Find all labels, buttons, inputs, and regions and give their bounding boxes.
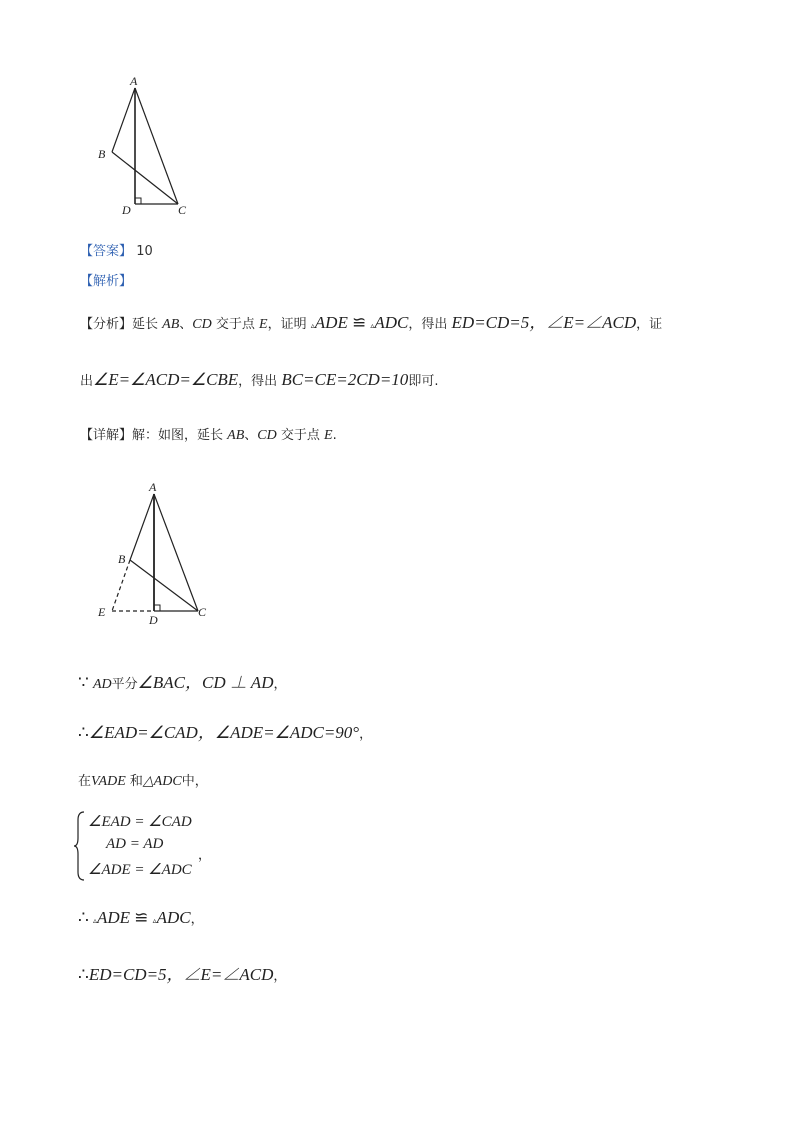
- fenxi-line-1: 【分析】延长 AB、CD 交于点 E，证明 ▵ADE ≌ ▵ADC，得出 ED=CD=5，∠E=∠ACD，证: [80, 313, 663, 332]
- text: 、: [244, 428, 258, 443]
- math-cong: ≌: [134, 908, 149, 927]
- xiangjie-line: [80, 424, 337, 444]
- system-end: ，: [198, 848, 212, 863]
- text: ，: [359, 727, 373, 742]
- extension-be: [112, 560, 130, 611]
- system-row-2: AD = AD: [106, 836, 164, 852]
- bracket-open: 【: [80, 244, 94, 259]
- math-ab: AB: [227, 428, 245, 443]
- step-2: [78, 718, 372, 743]
- text: 和: [129, 774, 143, 789]
- math-ad: AD: [92, 677, 112, 692]
- side-ab: [130, 494, 154, 560]
- text: 交于点: [215, 317, 255, 332]
- triangle-figure-1: [90, 72, 200, 222]
- text: 延长: [132, 317, 159, 332]
- therefore-symbol: ∴: [78, 723, 89, 742]
- label-d: D: [149, 613, 158, 627]
- side-ac: [154, 494, 198, 611]
- step-4: ∴ ▵ADE ≌ ▵ADC，: [78, 908, 204, 927]
- math-tri-adc: △ADC: [142, 774, 182, 789]
- label-a: A: [130, 74, 138, 88]
- analysis-tag: 解析: [93, 274, 120, 289]
- label-b: B: [118, 552, 126, 566]
- text: 交于点: [280, 428, 320, 443]
- therefore-symbol: ∴: [78, 908, 89, 927]
- math-eq: ED=CD=5，∠E=∠ACD: [88, 965, 274, 984]
- text: ，得出: [408, 317, 448, 332]
- text: ，: [273, 677, 287, 692]
- side-ab: [112, 88, 135, 152]
- math-tri-ade: ADE: [96, 908, 131, 927]
- equation-system: [74, 810, 254, 882]
- text: ，: [190, 912, 204, 927]
- text: ，证: [636, 317, 663, 332]
- fenxi-line-2: [80, 370, 438, 390]
- math-e: E: [259, 317, 268, 332]
- math-eq: ED=CD=5，∠E=∠ACD: [451, 313, 637, 332]
- label-c: C: [198, 605, 207, 619]
- text: .: [332, 428, 337, 443]
- text: 在: [78, 774, 92, 789]
- xiangjie-tag: 【详解】: [80, 428, 133, 443]
- answer-value: 10: [136, 244, 153, 259]
- text: 出: [80, 374, 94, 389]
- math-eq: BC=CE=2CD=10: [281, 370, 409, 389]
- because-symbol: ∵: [78, 673, 89, 692]
- text: ，证明: [267, 317, 307, 332]
- text: 解：如图，延长: [132, 428, 224, 443]
- math-eq: ∠E=∠ACD=∠CBE: [93, 370, 239, 389]
- label-d: D: [122, 203, 131, 217]
- step-5: [78, 960, 286, 985]
- step-3: [78, 770, 208, 790]
- text: ，得出: [238, 374, 278, 389]
- analysis-heading: [80, 270, 132, 289]
- left-brace: [74, 810, 86, 882]
- step-1: [78, 668, 287, 693]
- answer-tag: 答案: [93, 244, 120, 259]
- math-eq: ∠EAD=∠CAD，∠ADE=∠ADC=90°: [88, 723, 360, 742]
- text: 、: [179, 317, 193, 332]
- math-cd: CD: [192, 317, 212, 332]
- bracket-close: 】: [119, 244, 133, 259]
- math-tri-ade: VADE: [91, 774, 126, 789]
- system-row-1: ∠EAD = ∠CAD: [88, 814, 192, 830]
- label-e: E: [98, 605, 106, 619]
- bracket-close: 】: [119, 274, 133, 289]
- math-tri-adc: ADC: [156, 908, 191, 927]
- right-angle-mark: [135, 198, 141, 204]
- triangle-figure-2: [92, 478, 222, 628]
- label-a: A: [149, 480, 157, 494]
- text: 中，: [181, 774, 208, 789]
- math-eq: ∠BAC，CD ⊥ AD: [137, 673, 274, 692]
- label-c: C: [178, 203, 187, 217]
- fenxi-tag: 【分析】: [80, 317, 133, 332]
- system-row-3: ∠ADE = ∠ADC: [88, 862, 192, 878]
- text: ，: [273, 969, 287, 984]
- answer-line: [80, 240, 153, 259]
- math-tri-adc: ADC: [374, 313, 409, 332]
- math-ab: AB: [162, 317, 180, 332]
- math-cd: CD: [257, 428, 277, 443]
- text: 即可.: [408, 374, 439, 389]
- math-tri-ade: ADE: [314, 313, 348, 332]
- therefore-symbol: ∴: [78, 965, 89, 984]
- math-e: E: [324, 428, 333, 443]
- bracket-open: 【: [80, 274, 94, 289]
- text: 平分: [111, 677, 138, 692]
- label-b: B: [98, 147, 106, 161]
- math-cong: ≌: [351, 313, 367, 332]
